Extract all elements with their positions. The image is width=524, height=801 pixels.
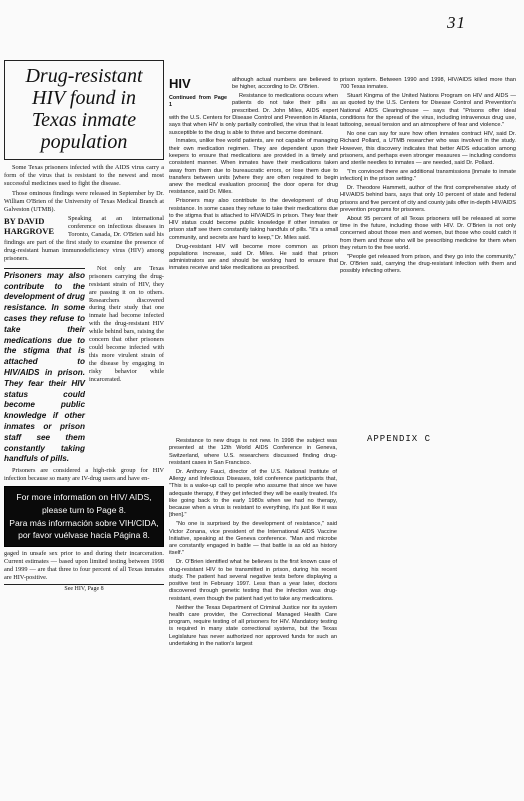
lower-paragraph: Resistance to new drugs is not new. In 1998 the subject was presented at the 12th World AIDS Conference in Geneva, Switzerland, where U.S. researchers discussed finding drug-resistant cases in San Francisco.: [169, 438, 337, 466]
right-paragraph: "I'm convinced there are additional transmissions [inmate to inmate infection] in the prison setting.": [340, 169, 516, 183]
lower-paragraph: Dr. Anthony Fauci, director of the U.S. National Institute of Allergy and Infectious Diseases, told conference participants that, "This is a wake-up call to people who assume that since we have adequate therapy, if they get infected they will be easily treated. It's like going back to the early 1980s when we had no therapy, because when a virus is resistant to everything, it's just like it was [then].": [169, 468, 337, 519]
right-column: [340, 77, 516, 342]
continuation-intro: although actual numbers are believed to be higher, according to Dr. O'Brien.: [232, 77, 338, 91]
appendix-label: APPENDIX C: [367, 434, 432, 444]
lower-paragraph: "No one is surprised by the development of resistance," said Victor Zonana, vice president of the International AIDS Vaccine Initiative, speaking at the Geneva conference. "Man and microbe are constantly engaged in battle — that battle is as old as history itself.": [169, 521, 337, 557]
lead-paragraph: Some Texas prisoners infected with the AIDS virus carry a form of the virus that is resistant to the newest and most successful medicines used to fight the disease.: [4, 164, 164, 187]
promo-spanish: Para más información sobre VIH/CIDA, por favor vuélvase hacia Página 8.: [9, 517, 159, 541]
lower-paragraph: Dr. O'Brien identified what he believes is the first known case of drug-resistant HIV to be transmitted in prison, during his recent study. The patient had several negative tests before displaying a positive test in February 1997. Less than a year later, doctors discovered through genetic testing that the infection was drug-resistant, even though the patient had yet to take any medications.: [169, 559, 337, 602]
lower-column: [169, 438, 337, 794]
right-paragraph: No one can say for sure how often inmates contract HIV, said Dr. Richard Pollard, a UTMB researcher who was involved in the study. However, this discovery indicates that better AIDS education among prisoners, and perhaps even stronger measures — including condoms and sterile needles to inmates — are needed, said Dr. Pollard.: [340, 131, 516, 167]
promo-english: For more information on HIV/ AIDS, please turn to Page 8.: [16, 492, 152, 515]
byline: [4, 216, 64, 236]
continued-from-label: Continued from Page 1: [169, 95, 227, 108]
continuation-paragraph: Drug-resistant HIV will become more common as prison populations increase, said Dr. Miles. He said that prison administrators are and should be working hard to ensure that inmates receive and take medications as prescribed.: [169, 243, 338, 272]
jump-line[interactable]: See HIV, Page 8: [4, 584, 164, 594]
continuation-header: [169, 77, 227, 109]
continuation-paragraph: Inmates, unlike free world patients, are not capable of managing their own medication regimen. They are dependent upon their keepers to ensure that medications are provided in a timely and consistent manner. When inmates have their medications taken away from them due to bureaucratic errors, or lose them due to transfers between units [where they are often required to begin anew the medical evaluation process] the door opens for drug resistance, said Dr. Miles.: [169, 138, 338, 196]
right-paragraph: Dr. Theodore Hammett, author of the first comprehensive study of HIV/AIDS behind bars, says that only 10 percent of state and federal prisons and five percent of city and county jails offer in-depth HIV/AIDS prevention programs for prisoners.: [340, 185, 516, 214]
lead-article-body: [4, 164, 164, 594]
conference-paragraph: Speaking at an international conference on infectious diseases in Toronto, Canada, Dr. O'Brien said his findings are part of the first study to examine the presence of drug-resistant human immunodeficiency virus (HIV) among prisoners.: [4, 215, 164, 262]
continuation-column: [169, 77, 338, 352]
right-paragraph: About 95 percent of all Texas prisoners will be released at some time in the future, including those with HIV. Dr. O'Brien is not only concerned about those men and women, but those who could catch it from them and those who will be prescribing medicine for them when they return to the free world.: [340, 215, 516, 252]
right-paragraph: prison system. Between 1990 and 1998, HIV/AIDS killed more than 700 Texas inmates.: [340, 77, 516, 91]
findings-paragraph: Those ominous findings were released in September by Dr. William O'Brien of the University of Texas Medical Branch at Galveston (UTMB).: [4, 189, 164, 213]
right-paragraph: Stuart Kingma of the United Nations Program on HIV and AIDS — as quoted by the U.S. Centers for Disease Control and Prevention's National AIDS Clearinghouse — says that "Prisons offer ideal conditions for the spread of the virus, including intravenous drug use, tattooing, sexual tension and an atmosphere of fear and violence.": [340, 93, 516, 129]
byline-author: HARGROVE: [4, 226, 55, 237]
lower-paragraph: Neither the Texas Department of Criminal Justice nor its system health care provider, the Correctional Managed Health Care program, require testing of all prisoners for HIV. Mandatory testing is required in many state correctional systems, but the Texas Legislature has never authorized nor approved funds for such an undertaking in the nation's largest: [169, 604, 337, 648]
right-paragraph: "People get released from prison, and they go into the community," Dr. O'Brien said, carrying the drug-resistant infection with them and possibly infecting others.: [340, 253, 516, 275]
continuation-mark: HIV: [169, 77, 191, 91]
after-promo-paragraph: gaged in unsafe sex prior to and during their incarceration. Current estimates — based upon limited testing between 1998 and 1999 — are that three to four percent of all Texas inmates are HIV-positive.: [4, 550, 164, 581]
promo-box[interactable]: [4, 486, 164, 547]
article-headline: Drug-resistant HIV found in Texas inmate population: [4, 60, 164, 160]
risk-paragraph: Prisoners are considered a high-risk group for HIV infection because so many are IV-drug users and have en-: [4, 467, 164, 483]
page-number: 31: [447, 13, 466, 32]
lead-article-column: [4, 60, 164, 793]
byline-by: BY DAVID: [4, 216, 45, 227]
continuation-paragraph: Prisoners may also contribute to the development of drug resistance. In some cases they refuse to take their medications due to the stigma that is attached to HIV/AIDS in prison. They fear their HIV status could become public knowledge if other inmates or prison staff see them constantly taking handfuls of pills. "It's a small community, and secrets are hard to keep," Dr. Miles said.: [169, 198, 338, 241]
side-paragraph: Not only are Texas prisoners carrying the drug-resistant strain of HIV, they are passing it on to others. Researchers discovered during their study that one inmate had become infected with the drug-resistant HIV while behind bars, raising the concern that other prisoners could become infected with this more virulent strain of the disease by engaging in risky behavior while incarcerated.: [89, 264, 164, 383]
continuation-paragraph: Resistance to medications occurs when patients do not take their pills as prescribed. Dr. John Miles, AIDS expert with the U.S. Centers for Disease Control and Prevention in Atlanta, says that when HIV is only partially controlled, the virus that is least susceptible to the drug is able to thrive and become dominant.: [169, 93, 338, 136]
pull-quote: Prisoners may also contribute to the development of drug resistance. In some cases they refuse to take their medications due to the stigma that is attached to HIV/AIDS in prison. They fear their HIV status could become public knowledge if other inmates or prison staff see them constantly taking handfuls of pills.: [4, 268, 85, 465]
